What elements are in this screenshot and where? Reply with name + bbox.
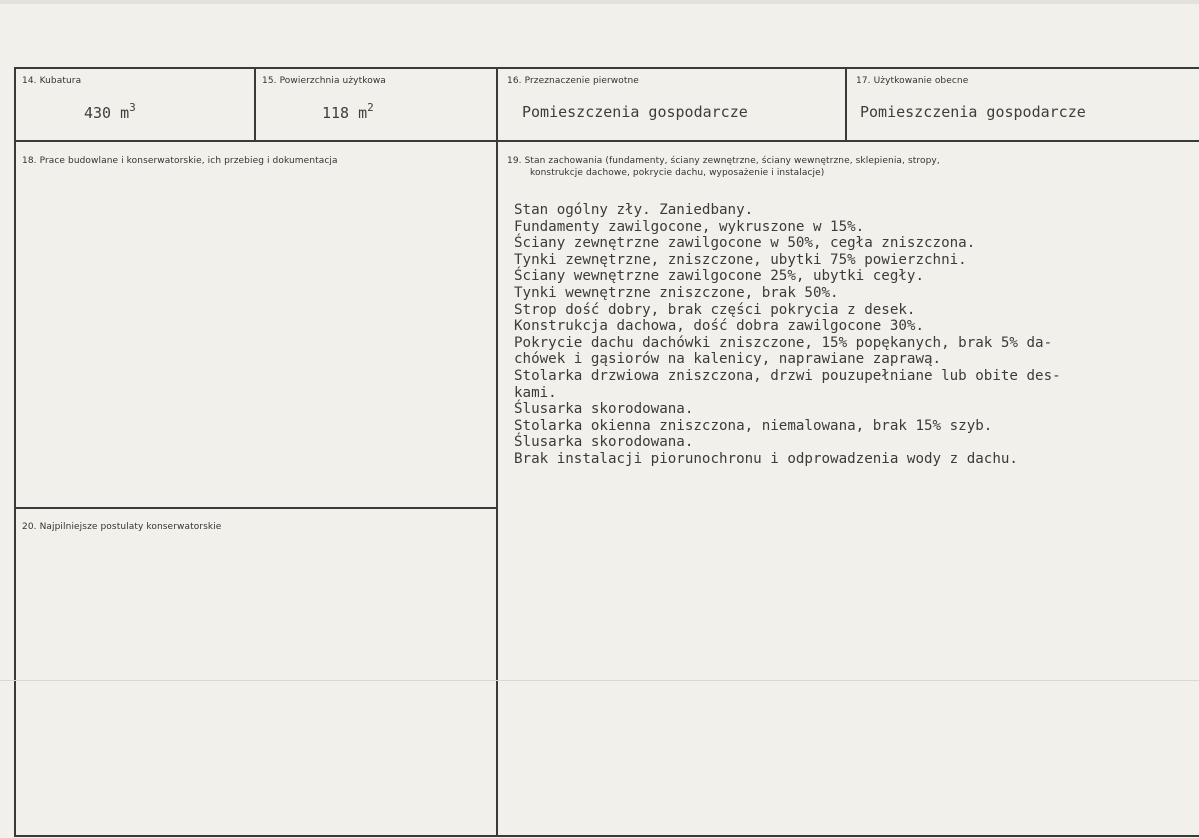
field-18-label: 18. Prace budowlane i konserwatorskie, ich przebieg i dokumentacja [22, 156, 338, 166]
field-19-label-line2: konstrukcje dachowe, pokrycie dachu, wyposażenie i instalacje) [530, 168, 825, 178]
field-14-number: 430 m [84, 104, 130, 122]
field-17-value: Pomieszczenia gospodarcze [860, 103, 1086, 121]
field-14-value [84, 101, 136, 122]
field-15-label: 15. Powierzchnia użytkowa [262, 76, 386, 86]
report-line: Stan ogólny zły. Zaniedbany. [514, 202, 754, 218]
paper-crease [0, 680, 1199, 681]
col-divider-main [496, 67, 498, 837]
field-19-label-line1: 19. Stan zachowania (fundamenty, ściany zewnętrzne, ściany wewnętrzne, sklepienia, stropy, [507, 156, 940, 166]
field-16-value: Pomieszczenia gospodarcze [522, 103, 748, 121]
section-18-divider [14, 507, 497, 509]
field-14-exponent: 3 [129, 101, 136, 114]
report-line: Tynki wewnętrzne zniszczone, brak 50%. [514, 284, 839, 301]
col-divider-1 [254, 67, 256, 142]
col-divider-3 [845, 67, 847, 142]
top-rule [14, 67, 1199, 69]
report-line: Ślusarka skorodowana. [514, 401, 694, 418]
report-line: Ślusarka skorodowana. [514, 434, 694, 451]
report-line: Stolarka okienna zniszczona, niemalowana, brak 15% szyb. [514, 417, 993, 434]
report-line: Brak instalacji piorunochronu i odprowadzenia wody z dachu. [514, 450, 1018, 467]
field-14-label: 14. Kubatura [22, 76, 82, 86]
report-line: Tynki zewnętrzne, zniszczone, ubytki 75% powierzchni. [514, 251, 967, 268]
report-line: kami. [514, 384, 557, 401]
report-line: chówek i gąsiorów na kalenicy, naprawiane zaprawą. [514, 351, 942, 368]
report-line: Ściany zewnętrzne zawilgocone w 50%, cegła zniszczona. [514, 235, 976, 252]
condition-report [514, 202, 1061, 468]
report-line: Strop dość dobry, brak części pokrycia z desek. [514, 301, 916, 318]
field-17-label: 17. Użytkowanie obecne [856, 76, 969, 86]
report-line: Konstrukcja dachowa, dość dobra zawilgocone 30%. [514, 318, 924, 335]
row-divider [14, 140, 1199, 142]
bottom-rule [14, 835, 1199, 837]
card-edge [0, 0, 1199, 4]
report-line: Ściany wewnętrzne zawilgocone 25%, ubytki cegły. [514, 268, 924, 285]
report-line: Pokrycie dachu dachówki zniszczone, 15% popękanych, brak 5% da- [514, 334, 1053, 351]
field-16-label: 16. Przeznaczenie pierwotne [507, 76, 639, 86]
field-15-value [322, 101, 374, 122]
field-15-exponent: 2 [367, 101, 374, 114]
left-rule [14, 67, 16, 837]
report-line: Stolarka drzwiowa zniszczona, drzwi pouzupełniane lub obite des- [514, 367, 1061, 384]
field-15-number: 118 m [322, 104, 368, 122]
field-20-label: 20. Najpilniejsze postulaty konserwatorskie [22, 522, 222, 532]
report-line: Fundamenty zawilgocone, wykruszone w 15%. [514, 218, 865, 235]
